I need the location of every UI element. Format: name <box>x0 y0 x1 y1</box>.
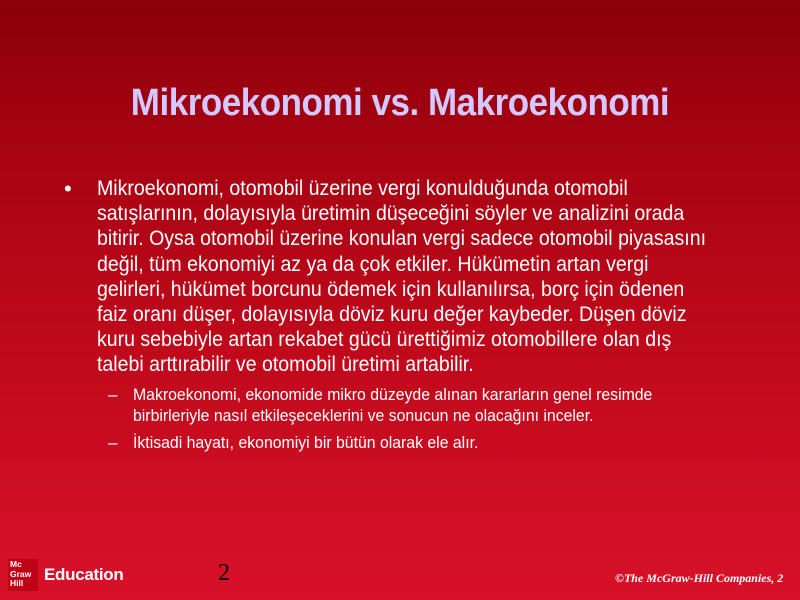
mcgraw-hill-logo-icon: Mc Graw Hill <box>8 559 38 591</box>
slide-title: Mikroekonomi vs. Makroekonomi <box>130 82 670 124</box>
sub-bullet-marker: – <box>108 432 118 452</box>
sub-bullet-item <box>108 432 754 453</box>
page-number: 2 <box>218 560 230 586</box>
bullet-text: Mikroekonomi, otomobil üzerine vergi konulduğunda otomobil satışlarının, dolayısıyla üretimin düşeceğini söyler ve analizini orada bitirir. Oysa otomobil üzerine konulan vergi sadece otomobil piyasasını değil, tüm ekonomiyi az ya da çok etkiler. Hükümetin artan vergi gelirleri, hükümet borcunu ödemek için kullanılırsa, borç için ödenen faiz oranı düşer, dolayısıyla döviz kuru değer kaybeder. Düşen döviz kuru sebebiyle artan rekabet gücü ürettiğimiz otomobillere olan dış talebi arttırabilir ve otomobil üretimi artabilir. <box>96 177 706 377</box>
sub-bullet-item <box>108 384 754 426</box>
publisher-logo <box>8 559 123 591</box>
bullet-item <box>64 176 754 378</box>
sub-bullet-text: İktisadi hayatı, ekonomiyi bir bütün olarak ele alır. <box>133 432 479 452</box>
logo-word: Education <box>44 565 124 584</box>
copyright-notice: ©The McGraw-Hill Companies, 2 <box>615 571 784 585</box>
bullet-marker: • <box>64 176 72 201</box>
sub-bullet-marker: – <box>108 384 118 404</box>
sub-bullet-list <box>108 384 754 453</box>
bullet-list <box>64 176 754 459</box>
sub-bullet-text: Makroekonomi, ekonomide mikro düzeyde alınan kararların genel resimde birbirleriyle nasıl etkileşeceklerini ve sonucun ne olacağını inceler. <box>133 384 653 425</box>
